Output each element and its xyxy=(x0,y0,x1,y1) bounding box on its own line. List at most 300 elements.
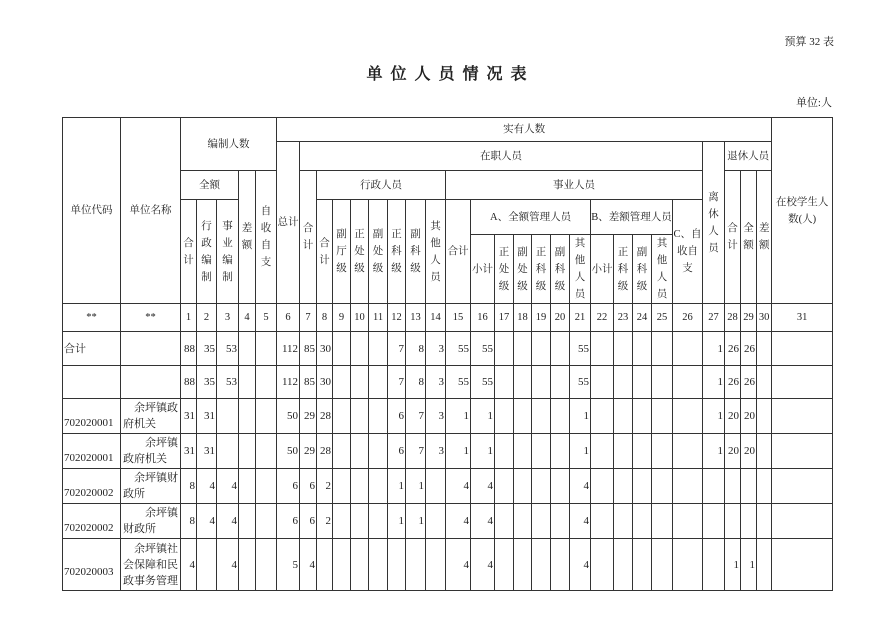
value-cell-col-31 xyxy=(772,399,833,434)
column-number-cell: 2 xyxy=(197,304,217,332)
unit-code-cell: 702020002 xyxy=(63,504,121,539)
column-number-cell: ** xyxy=(121,304,181,332)
header-group-a: A、全额管理人员 xyxy=(471,200,591,235)
column-number-cell: 8 xyxy=(317,304,333,332)
value-cell-col-25 xyxy=(652,539,673,591)
header-group-c: C、自收自支 xyxy=(673,200,703,304)
value-cell-col-11 xyxy=(369,332,388,366)
value-cell-col-11 xyxy=(369,366,388,399)
value-cell-col-25 xyxy=(652,504,673,539)
value-cell-col-5 xyxy=(256,399,277,434)
form-number: 预算 32 表 xyxy=(784,36,834,48)
value-cell-col-21: 1 xyxy=(570,399,591,434)
value-cell-col-28: 20 xyxy=(725,434,741,469)
column-number-cell: 30 xyxy=(757,304,772,332)
value-cell-col-10 xyxy=(351,399,369,434)
header-staff-self-funded: 自收自支 xyxy=(256,171,277,304)
unit-label: 单位:人 xyxy=(795,97,832,109)
value-cell-col-9 xyxy=(333,366,351,399)
value-cell-col-29: 26 xyxy=(741,366,757,399)
value-cell-col-24 xyxy=(633,399,652,434)
value-cell-col-17 xyxy=(495,332,514,366)
header-in-service-total: 合计 xyxy=(300,171,317,304)
header-b-subtotal: 小计 xyxy=(591,235,614,304)
value-cell-col-16: 4 xyxy=(471,504,495,539)
value-cell-col-15: 4 xyxy=(446,539,471,591)
header-retired-total: 合计 xyxy=(725,171,741,304)
value-cell-col-3: 4 xyxy=(217,539,239,591)
value-cell-col-13: 1 xyxy=(406,469,426,504)
value-cell-col-6: 112 xyxy=(277,366,300,399)
column-number-cell: 3 xyxy=(217,304,239,332)
table-row xyxy=(63,332,833,366)
value-cell-col-22 xyxy=(591,332,614,366)
column-number-cell: 22 xyxy=(591,304,614,332)
value-cell-col-22 xyxy=(591,399,614,434)
value-cell-col-12: 1 xyxy=(388,504,406,539)
unit-code-cell: 合计 xyxy=(63,332,121,366)
value-cell-col-14 xyxy=(426,469,446,504)
value-cell-col-15: 4 xyxy=(446,469,471,504)
value-cell-col-18 xyxy=(514,434,532,469)
header-a-section-chief: 正科级 xyxy=(532,235,551,304)
header-a-deputy-section: 副科级 xyxy=(551,235,570,304)
value-cell-col-19 xyxy=(532,332,551,366)
value-cell-col-28: 20 xyxy=(725,399,741,434)
column-number-cell: 4 xyxy=(239,304,256,332)
value-cell-col-30 xyxy=(757,434,772,469)
unit-code-cell: 702020001 xyxy=(63,434,121,469)
header-a-subtotal: 小计 xyxy=(471,235,495,304)
column-number-cell: 9 xyxy=(333,304,351,332)
column-number-cell: 23 xyxy=(614,304,633,332)
value-cell-col-15: 1 xyxy=(446,399,471,434)
value-cell-col-2 xyxy=(197,539,217,591)
header-in-service: 在职人员 xyxy=(300,142,703,171)
value-cell-col-7: 85 xyxy=(300,332,317,366)
header-unit-name: 单位名称 xyxy=(121,118,181,304)
column-number-row xyxy=(63,304,833,332)
value-cell-col-20 xyxy=(551,399,570,434)
value-cell-col-28: 26 xyxy=(725,332,741,366)
value-cell-col-19 xyxy=(532,399,551,434)
value-cell-col-1: 8 xyxy=(181,504,197,539)
column-number-cell: 17 xyxy=(495,304,514,332)
value-cell-col-28 xyxy=(725,504,741,539)
value-cell-col-18 xyxy=(514,469,532,504)
value-cell-col-22 xyxy=(591,539,614,591)
header-admin-staffing: 行政编制 xyxy=(197,200,217,304)
value-cell-col-24 xyxy=(633,504,652,539)
value-cell-col-7: 29 xyxy=(300,434,317,469)
value-cell-col-23 xyxy=(614,469,633,504)
value-cell-col-8: 28 xyxy=(317,399,333,434)
value-cell-col-4 xyxy=(239,504,256,539)
value-cell-col-18 xyxy=(514,332,532,366)
header-admin-div-chief: 正处级 xyxy=(351,200,369,304)
value-cell-col-8 xyxy=(317,539,333,591)
value-cell-col-21: 1 xyxy=(570,434,591,469)
table-row xyxy=(63,539,833,591)
value-cell-col-14 xyxy=(426,504,446,539)
value-cell-col-7: 29 xyxy=(300,399,317,434)
header-b-other: 其他人员 xyxy=(652,235,673,304)
value-cell-col-24 xyxy=(633,366,652,399)
value-cell-col-31 xyxy=(772,504,833,539)
value-cell-col-17 xyxy=(495,504,514,539)
value-cell-col-30 xyxy=(757,332,772,366)
value-cell-col-9 xyxy=(333,504,351,539)
value-cell-col-19 xyxy=(532,434,551,469)
value-cell-col-8: 28 xyxy=(317,434,333,469)
value-cell-col-25 xyxy=(652,434,673,469)
header-b-section-chief: 正科级 xyxy=(614,235,633,304)
header-retired: 退休人员 xyxy=(725,142,772,171)
column-number-cell: 24 xyxy=(633,304,652,332)
value-cell-col-6: 6 xyxy=(277,504,300,539)
value-cell-col-13: 1 xyxy=(406,504,426,539)
value-cell-col-29: 20 xyxy=(741,399,757,434)
unit-name-cell xyxy=(121,366,181,399)
value-cell-col-10 xyxy=(351,332,369,366)
column-number-cell: 6 xyxy=(277,304,300,332)
value-cell-col-31 xyxy=(772,469,833,504)
value-cell-col-6: 50 xyxy=(277,434,300,469)
value-cell-col-16: 1 xyxy=(471,399,495,434)
unit-name-cell: 余坪镇社会保障和民政事务管理 xyxy=(121,539,181,591)
value-cell-col-3: 53 xyxy=(217,366,239,399)
header-admin-personnel: 行政人员 xyxy=(317,171,446,200)
header-actual: 实有人数 xyxy=(277,118,772,142)
value-cell-col-17 xyxy=(495,366,514,399)
value-cell-col-29 xyxy=(741,504,757,539)
value-cell-col-30 xyxy=(757,366,772,399)
value-cell-col-29 xyxy=(741,469,757,504)
value-cell-col-27 xyxy=(703,469,725,504)
value-cell-col-22 xyxy=(591,434,614,469)
value-cell-col-13: 7 xyxy=(406,399,426,434)
value-cell-col-8: 30 xyxy=(317,332,333,366)
value-cell-col-14 xyxy=(426,539,446,591)
unit-name-cell: 余坪镇政府机关 xyxy=(121,399,181,434)
header-institution-staffing: 事业编制 xyxy=(217,200,239,304)
value-cell-col-5 xyxy=(256,366,277,399)
value-cell-col-16: 1 xyxy=(471,434,495,469)
value-cell-col-27: 1 xyxy=(703,366,725,399)
header-grand-total: 总计 xyxy=(277,142,300,304)
value-cell-col-10 xyxy=(351,366,369,399)
value-cell-col-29: 26 xyxy=(741,332,757,366)
value-cell-col-4 xyxy=(239,469,256,504)
value-cell-col-18 xyxy=(514,504,532,539)
value-cell-col-1: 88 xyxy=(181,332,197,366)
header-a-div-chief: 正处级 xyxy=(495,235,514,304)
value-cell-col-27: 1 xyxy=(703,399,725,434)
value-cell-col-26 xyxy=(673,469,703,504)
unit-code-cell xyxy=(63,366,121,399)
value-cell-col-15: 55 xyxy=(446,332,471,366)
value-cell-col-10 xyxy=(351,434,369,469)
value-cell-col-19 xyxy=(532,539,551,591)
value-cell-col-16: 4 xyxy=(471,469,495,504)
value-cell-col-16: 55 xyxy=(471,366,495,399)
value-cell-col-30 xyxy=(757,504,772,539)
value-cell-col-20 xyxy=(551,504,570,539)
value-cell-col-17 xyxy=(495,539,514,591)
value-cell-col-13: 8 xyxy=(406,332,426,366)
value-cell-col-19 xyxy=(532,504,551,539)
value-cell-col-26 xyxy=(673,434,703,469)
table-row xyxy=(63,434,833,469)
value-cell-col-1: 31 xyxy=(181,434,197,469)
header-students: 在校学生人数(人) xyxy=(772,118,833,304)
value-cell-col-12: 6 xyxy=(388,434,406,469)
value-cell-col-3: 53 xyxy=(217,332,239,366)
unit-code-cell: 702020002 xyxy=(63,469,121,504)
value-cell-col-9 xyxy=(333,332,351,366)
value-cell-col-7: 6 xyxy=(300,504,317,539)
column-number-cell: 5 xyxy=(256,304,277,332)
value-cell-col-21: 4 xyxy=(570,469,591,504)
value-cell-col-5 xyxy=(256,434,277,469)
header-a-deputy-div: 副处级 xyxy=(514,235,532,304)
value-cell-col-5 xyxy=(256,332,277,366)
value-cell-col-27 xyxy=(703,504,725,539)
value-cell-col-14: 3 xyxy=(426,332,446,366)
value-cell-col-20 xyxy=(551,332,570,366)
value-cell-col-23 xyxy=(614,332,633,366)
value-cell-col-18 xyxy=(514,539,532,591)
value-cell-col-31 xyxy=(772,434,833,469)
value-cell-col-5 xyxy=(256,469,277,504)
value-cell-col-20 xyxy=(551,539,570,591)
value-cell-col-9 xyxy=(333,434,351,469)
column-number-cell: 31 xyxy=(772,304,833,332)
value-cell-col-30 xyxy=(757,539,772,591)
value-cell-col-12: 1 xyxy=(388,469,406,504)
value-cell-col-4 xyxy=(239,366,256,399)
column-number-cell: 7 xyxy=(300,304,317,332)
value-cell-col-11 xyxy=(369,504,388,539)
value-cell-col-18 xyxy=(514,399,532,434)
value-cell-col-23 xyxy=(614,539,633,591)
value-cell-col-8: 30 xyxy=(317,366,333,399)
header-admin-deputy-section: 副科级 xyxy=(406,200,426,304)
header-staff-balance-funded: 差额 xyxy=(239,171,256,304)
value-cell-col-11 xyxy=(369,469,388,504)
unit-name-cell xyxy=(121,332,181,366)
value-cell-col-22 xyxy=(591,366,614,399)
value-cell-col-10 xyxy=(351,504,369,539)
value-cell-col-6: 6 xyxy=(277,469,300,504)
value-cell-col-2: 4 xyxy=(197,469,217,504)
column-number-cell: 13 xyxy=(406,304,426,332)
value-cell-col-27: 1 xyxy=(703,332,725,366)
value-cell-col-23 xyxy=(614,399,633,434)
column-number-cell: 1 xyxy=(181,304,197,332)
value-cell-col-25 xyxy=(652,469,673,504)
header-staffing: 编制人数 xyxy=(181,118,277,171)
value-cell-col-24 xyxy=(633,332,652,366)
column-number-cell: 28 xyxy=(725,304,741,332)
value-cell-col-1: 88 xyxy=(181,366,197,399)
header-admin-deputy-div: 副处级 xyxy=(369,200,388,304)
unit-name-cell: 余坪镇财政所 xyxy=(121,469,181,504)
value-cell-col-8: 2 xyxy=(317,469,333,504)
value-cell-col-8: 2 xyxy=(317,504,333,539)
value-cell-col-31 xyxy=(772,366,833,399)
column-number-cell: 11 xyxy=(369,304,388,332)
value-cell-col-25 xyxy=(652,366,673,399)
value-cell-col-26 xyxy=(673,504,703,539)
header-row xyxy=(63,118,833,142)
column-number-cell: 15 xyxy=(446,304,471,332)
value-cell-col-26 xyxy=(673,332,703,366)
value-cell-col-6: 50 xyxy=(277,399,300,434)
value-cell-col-13: 8 xyxy=(406,366,426,399)
unit-code-cell: 702020001 xyxy=(63,399,121,434)
value-cell-col-15: 4 xyxy=(446,504,471,539)
value-cell-col-28: 1 xyxy=(725,539,741,591)
value-cell-col-4 xyxy=(239,332,256,366)
value-cell-col-2: 35 xyxy=(197,332,217,366)
column-number-cell: 26 xyxy=(673,304,703,332)
value-cell-col-28: 26 xyxy=(725,366,741,399)
table-row xyxy=(63,504,833,539)
header-staff-total: 合计 xyxy=(181,200,197,304)
value-cell-col-3 xyxy=(217,434,239,469)
value-cell-col-24 xyxy=(633,434,652,469)
value-cell-col-4 xyxy=(239,539,256,591)
value-cell-col-19 xyxy=(532,469,551,504)
header-unit-code: 单位代码 xyxy=(63,118,121,304)
value-cell-col-6: 5 xyxy=(277,539,300,591)
column-number-cell: ** xyxy=(63,304,121,332)
column-number-cell: 16 xyxy=(471,304,495,332)
header-retired-full: 全额 xyxy=(741,171,757,304)
value-cell-col-21: 4 xyxy=(570,539,591,591)
value-cell-col-22 xyxy=(591,504,614,539)
header-b-deputy-section: 副科级 xyxy=(633,235,652,304)
value-cell-col-7: 4 xyxy=(300,539,317,591)
value-cell-col-29: 1 xyxy=(741,539,757,591)
value-cell-col-9 xyxy=(333,539,351,591)
value-cell-col-22 xyxy=(591,469,614,504)
value-cell-col-4 xyxy=(239,434,256,469)
value-cell-col-2: 31 xyxy=(197,399,217,434)
value-cell-col-21: 55 xyxy=(570,366,591,399)
column-number-cell: 25 xyxy=(652,304,673,332)
value-cell-col-11 xyxy=(369,539,388,591)
header-admin-deputy-dept: 副厅级 xyxy=(333,200,351,304)
value-cell-col-31 xyxy=(772,332,833,366)
table-row xyxy=(63,366,833,399)
value-cell-col-12: 7 xyxy=(388,332,406,366)
value-cell-col-30 xyxy=(757,469,772,504)
page-title: 单 位 人 员 情 况 表 xyxy=(366,66,529,83)
column-number-cell: 21 xyxy=(570,304,591,332)
value-cell-col-18 xyxy=(514,366,532,399)
value-cell-col-10 xyxy=(351,469,369,504)
table-header xyxy=(63,118,833,304)
header-a-other: 其他人员 xyxy=(570,235,591,304)
value-cell-col-3 xyxy=(217,399,239,434)
value-cell-col-27: 1 xyxy=(703,434,725,469)
value-cell-col-17 xyxy=(495,469,514,504)
value-cell-col-14: 3 xyxy=(426,434,446,469)
value-cell-col-29: 20 xyxy=(741,434,757,469)
value-cell-col-17 xyxy=(495,434,514,469)
value-cell-col-30 xyxy=(757,399,772,434)
value-cell-col-11 xyxy=(369,399,388,434)
value-cell-col-7: 6 xyxy=(300,469,317,504)
value-cell-col-23 xyxy=(614,366,633,399)
unit-name-cell: 余坪镇政府机关 xyxy=(121,434,181,469)
value-cell-col-24 xyxy=(633,469,652,504)
value-cell-col-14: 3 xyxy=(426,366,446,399)
header-retired-balance: 差额 xyxy=(757,171,772,304)
column-number-cell: 20 xyxy=(551,304,570,332)
value-cell-col-12 xyxy=(388,539,406,591)
value-cell-col-25 xyxy=(652,399,673,434)
value-cell-col-26 xyxy=(673,399,703,434)
value-cell-col-28 xyxy=(725,469,741,504)
value-cell-col-20 xyxy=(551,366,570,399)
value-cell-col-20 xyxy=(551,434,570,469)
value-cell-col-3: 4 xyxy=(217,469,239,504)
value-cell-col-25 xyxy=(652,332,673,366)
header-full-funded: 全额 xyxy=(181,171,239,200)
value-cell-col-4 xyxy=(239,399,256,434)
column-number-cell: 29 xyxy=(741,304,757,332)
column-number-cell: 12 xyxy=(388,304,406,332)
table-row xyxy=(63,399,833,434)
value-cell-col-31 xyxy=(772,539,833,591)
table-row xyxy=(63,469,833,504)
header-admin-other: 其他人员 xyxy=(426,200,446,304)
value-cell-col-2: 31 xyxy=(197,434,217,469)
column-number-cell: 14 xyxy=(426,304,446,332)
table-body xyxy=(63,304,833,591)
value-cell-col-12: 7 xyxy=(388,366,406,399)
column-number-cell: 19 xyxy=(532,304,551,332)
value-cell-col-7: 85 xyxy=(300,366,317,399)
header-inst-total: 合计 xyxy=(446,200,471,304)
value-cell-col-12: 6 xyxy=(388,399,406,434)
header-institution-personnel: 事业人员 xyxy=(446,171,703,200)
value-cell-col-26 xyxy=(673,366,703,399)
value-cell-col-6: 112 xyxy=(277,332,300,366)
value-cell-col-14: 3 xyxy=(426,399,446,434)
value-cell-col-21: 55 xyxy=(570,332,591,366)
value-cell-col-5 xyxy=(256,504,277,539)
value-cell-col-21: 4 xyxy=(570,504,591,539)
value-cell-col-23 xyxy=(614,504,633,539)
value-cell-col-24 xyxy=(633,539,652,591)
value-cell-col-2: 4 xyxy=(197,504,217,539)
value-cell-col-13 xyxy=(406,539,426,591)
value-cell-col-11 xyxy=(369,434,388,469)
value-cell-col-16: 55 xyxy=(471,332,495,366)
value-cell-col-1: 31 xyxy=(181,399,197,434)
header-admin-section-chief: 正科级 xyxy=(388,200,406,304)
value-cell-col-26 xyxy=(673,539,703,591)
column-number-cell: 10 xyxy=(351,304,369,332)
column-number-cell: 27 xyxy=(703,304,725,332)
value-cell-col-1: 8 xyxy=(181,469,197,504)
value-cell-col-23 xyxy=(614,434,633,469)
value-cell-col-19 xyxy=(532,366,551,399)
